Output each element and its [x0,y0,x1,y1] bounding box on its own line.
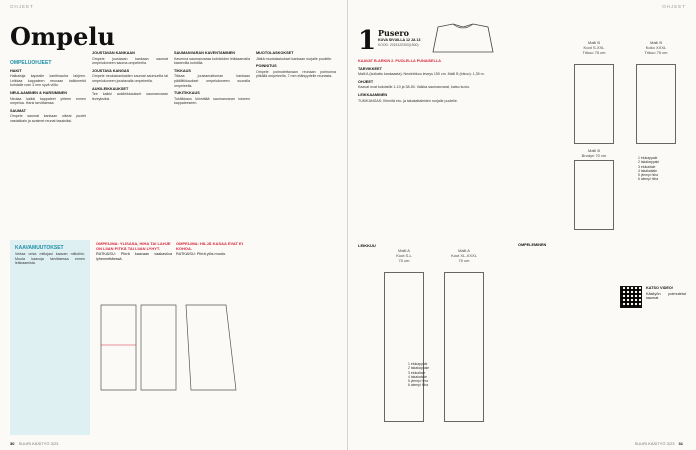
column-4 [256,48,336,79]
cutting-layout-b [574,64,614,144]
cutting-layout-a2 [444,272,484,422]
page-number: 30 [10,441,15,446]
tip-title: OMPELIMA: YLISASA, HIHA TAI LAHJE ON LIIAN PITKÄ TAI LIIAN LYHYT. [96,241,171,251]
col-heading: POINNITUS [256,64,277,69]
col-text: Ompele poimutettavaan reunaan poimunna pitkällä ompeleella, 7 mm etäisyydelle reunasta. [256,69,336,79]
layout-label-b: Malli B Koot S-XXL Trikoo 75 cm [582,40,606,55]
column-3 [174,48,250,106]
col-text: Ompele joustavan kankaan saumat ompelukoneen sauma-ompeleella. [92,56,168,66]
col-heading: TUKITIKKAUS [174,91,200,96]
layout-label-brodyri: Malli B Brodyri 70 cm [581,148,607,158]
cutting-label: LEIKKUU [358,243,376,248]
video-callout: KATSO VIDEO! Käsityön poimutetut saumat [646,286,686,301]
materials-text: Malli A (kuikattu kankaasta): Neuletrikoo leveys 150 cm. Malli B (trikoo): 1,35 m. [358,72,485,77]
col-heading: SAUMAT [10,108,26,113]
page-footer: SUURI KÄSITYÖ 3/23 31 [634,441,683,446]
page-reference: KUVA SIVUILLA 12 JA 13 [378,38,421,42]
col-heading: OMPELUOHJEET [10,60,52,66]
instructions-text: Kaavat ovat kokoisille 1-10 ja 38-50. Vaikka saumanvarat, katso kuvio. [358,85,470,90]
layout-label-a2: Malli A Koot XL-XXXL 70 cm [451,248,477,263]
pieces-legend-top: 1 etukappale 2 takakappale 3 etukaitale 4 takakaitale 5 ylempi hiha 6 alempi hiha [638,156,660,182]
pattern-number: 1 [358,26,377,56]
page-title: Ompelu [10,22,115,51]
col-text: Tikkaa joustamattoman kankaan päällitikkaukset ompelukoneen suoralla ompeleella. [174,74,250,88]
col-heading: JOUSTAVA KANGAS [92,68,130,73]
materials-heading: TARVIKKEET [358,66,382,71]
col-heading: MUOTOLASKOKSET [256,51,294,55]
col-text: Tukitikkaus kiinnittää saumanvaran toiseen kappaleeseen. [174,96,250,106]
column-1 [10,58,86,124]
pattern-adjustments-box [10,240,90,435]
qr-code[interactable] [620,286,642,308]
layout-label-b2: Malli B Koko XXXL Trikoo 75 cm [644,40,668,55]
right-page [348,0,696,450]
page-footer: 30 SUURI KÄSITYÖ 3/23 [10,441,59,446]
col-text: Ompele saumat kankaan oikeat puolet vastakkain ja avaimet reunat tasaisiksi. [10,114,86,123]
section-tag: OHJEET [10,4,34,9]
col-text: Kavenna saumanvaraa kolmioiden leikkaamalla kaarevilla kohdilla. [174,56,250,66]
cutting-layout-brodyri [574,160,614,230]
col-text: Tee kaikki aukileikkaukset saumanvaran leveyksiksi. [92,92,168,101]
pattern-code: KOOD: 2015120300(1500) [378,43,419,47]
interfacing-text: TUKIKANGAS: Kiinnitä etu- ja takakaitaleiden nurjalle puolelle. [358,98,458,103]
layout-label-a1: Malli A Koot S-L 70 cm [396,248,412,263]
tip-text: RATKAISU: Piirrä ylös muoto. [176,252,227,257]
pattern-title: Pusero [378,28,409,38]
cutting-heading: LEIKKAAMINEN [358,92,388,97]
col-heading: SAUMANVARAN KAVENTAMINEN [174,51,235,55]
tip-callout-1 [96,242,172,261]
sewing-column [518,240,598,248]
col-text: Halkaisija kapealle kanttinauha lahjeen. Leikkaa kappaleen reunaan halkimerkit kohdalle noin 3 mm syvä viilto. [10,74,86,88]
col-heading: AUKILEIKKAUKSET [92,86,129,91]
instructions-column [358,56,508,103]
box-heading: KAAVAMUUTOKSET [15,245,64,251]
pattern-sketches [96,300,256,430]
page-number: 31 [678,441,683,446]
col-text: Neulaa kaikki kappaleet yhteen ennen ompelua. Harsi tarvittaessa. [10,96,86,106]
col-text: Jätkä muotolaskokset kankaan nurjalle puolelle. [256,56,333,61]
sewing-heading: OMPELEMINEN [518,243,547,247]
col-heading: HAKIT [10,68,22,73]
col-heading: JOUSTAVAN KANKAAN [92,51,135,55]
column-2 [92,48,168,101]
tip-title: OMPELIMA: HILJÄ KASAA EVAT EI KOHOA. [176,241,243,251]
pieces-legend-bottom: 1 etukappale 2 takakappale 3 etukaitale 4 takakaitale 5 ylempi hiha 6 alempi hiha [408,362,430,388]
cutting-layout-b2 [636,64,676,144]
col-heading: NEULAAMINEN & HARSIMINEN [10,90,67,95]
tip-text: RATKAISU: Piirrä kaavaan vaakaviiva lyhennettäessä. [96,252,172,261]
instructions-heading: OHJEET [358,79,374,84]
tip-callout-2 [176,242,252,257]
cutting-layout-a1 [384,272,424,422]
col-heading: TIKKAUS [174,68,191,73]
intro-heading: KAAVAT B-ARKIN 2. PUOLELLA PUNAISELLA [358,59,441,63]
col-text: Ompele neuloskankaiden saumat saumurilla tai ompelukoneen joustavalla ompeleella. [92,74,168,83]
box-text: Vertaa omia mittojasi kaavan mittoihin. Muuta kaavoja tarvittaessa ennen leikkaamista. [15,252,85,266]
section-tag: OHJEET [662,4,686,9]
